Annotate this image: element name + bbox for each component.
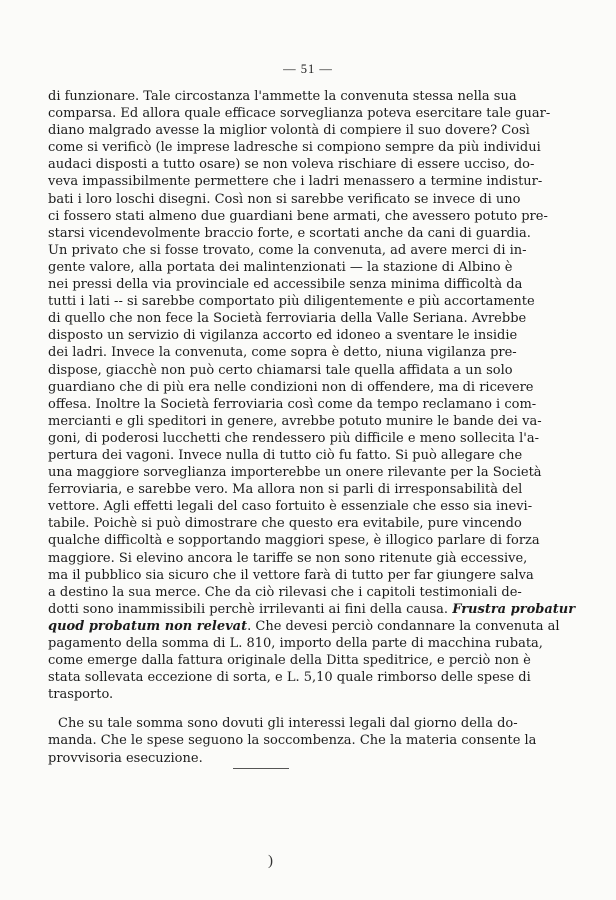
text-line: ci fossero stati almeno due guardiani bene armati, che avessero potuto pre- xyxy=(48,208,548,224)
text-line: di funzionare. Tale circostanza l'ammette la convenuta stessa nella sua xyxy=(48,89,517,104)
text-line: nei pressi della via provinciale ed accessibile senza minima difficoltà da xyxy=(48,277,523,293)
text-line: maggiore. Si elevino ancora le tariffe se non sono ritenute già eccessive, xyxy=(48,550,528,566)
text-line: ferroviaria, e sarebbe vero. Ma allora non si parli di irresponsabilità del xyxy=(48,482,523,498)
text-line: comparsa. Ed allora quale efficace sorveglianza poteva esercitare tale guar- xyxy=(48,106,551,122)
text-line: mercianti e gli speditori in genere, avrebbe potuto munire le bande dei va- xyxy=(48,413,542,429)
text-line: vettore. Agli effetti legali del caso fortuito è essenziale che esso sia inevi- xyxy=(48,499,533,515)
text-line: dei ladri. Invece la convenuta, come sopra è detto, niuna vigilanza pre- xyxy=(48,345,517,361)
page-number: — 51 — xyxy=(283,62,333,76)
paragraph-1 xyxy=(48,88,576,703)
text-line: gente valore, alla portata dei malintenzionati — la stazione di Albino è xyxy=(48,259,513,275)
text-line: di quello che non fece la Società ferroviaria della Valle Seriana. Avrebbe xyxy=(48,311,527,327)
text-line: provvisoria esecuzione. xyxy=(48,750,203,766)
text-line: come si verificò (le imprese ladresche si compiono sempre da più individui xyxy=(48,140,541,156)
text-line: starsi vicendevolmente braccio forte, e scortati anche da cani di guardia. xyxy=(48,225,531,241)
text-line: veva impassibilmente permettere che i ladri menassero a termine indistur- xyxy=(48,174,543,190)
text-line: a destino la sua merce. Che da ciò rilevasi che i capitoli testimoniali de- xyxy=(48,584,522,600)
latin-maxim: Frustra probatur xyxy=(452,601,576,617)
latin-maxim: quod probatum non relevat xyxy=(48,618,248,634)
text-line: trasporto. xyxy=(48,687,114,703)
paragraph-2 xyxy=(48,715,537,766)
text-line: qualche difficoltà e sopportando maggiori spese, è illogico parlare di forza xyxy=(48,533,540,549)
text-line: bati i loro loschi disegni. Così non si sarebbe verificato se invece di uno xyxy=(48,191,521,207)
text-line: dispose, giacchè non può certo chiamarsi tale quella affidata a un solo xyxy=(48,362,513,378)
text-line: pagamento della somma di L. 810, importo della parte di macchina rubata, xyxy=(48,636,543,651)
text-line: Che su tale somma sono dovuti gli interessi legali dal giorno della do- xyxy=(58,716,518,732)
text-line: stata sollevata eccezione di sorta, e L. 5,10 quale rimborso delle spese di xyxy=(48,670,531,686)
text-line: audaci disposti a tutto osare) se non voleva rischiare di essere ucciso, do- xyxy=(48,157,535,173)
text-line: quod probatum non relevat. Che devesi perciò condannare la convenuta al xyxy=(48,618,560,634)
text-line: tabile. Poichè si può dimostrare che questo era evitabile, pure vincendo xyxy=(48,516,522,532)
text-line: goni, di poderosi lucchetti che rendessero più difficile e meno sollecita l'a- xyxy=(48,430,539,446)
body-text xyxy=(48,88,576,767)
paragraph-gap xyxy=(48,703,490,715)
text-line: disposto un servizio di vigilanza accorto ed idoneo a sventare le insidie xyxy=(48,328,518,344)
separator-rule xyxy=(233,768,289,769)
footer-mark: ) xyxy=(268,853,273,869)
text-line: tutti i lati -- si sarebbe comportato più diligentemente e più accortamente xyxy=(48,294,535,310)
text-line: Un privato che si fosse trovato, come la convenuta, ad avere merci di in- xyxy=(48,242,527,258)
text-line: ma il pubblico sia sicuro che il vettore farà di tutto per far giungere salva xyxy=(48,567,534,583)
text-line: come emerge dalla fattura originale della Ditta speditrice, e perciò non è xyxy=(48,653,531,669)
text-line: offesa. Inoltre la Società ferroviaria così come da tempo reclamano i com- xyxy=(48,396,537,412)
text-line: diano malgrado avesse la miglior volontà di compiere il suo dovere? Così xyxy=(48,123,530,139)
text-line: guardiano che di più era nelle condizioni non di offendere, ma di ricevere xyxy=(48,379,534,395)
text-line: dotti sono inammissibili perchè irrilevanti ai fini della causa. Frustra probatur xyxy=(48,601,576,617)
text-line: pertura dei vagoni. Invece nulla di tutto ciò fu fatto. Si può allegare che xyxy=(48,447,523,463)
text-line: manda. Che le spese seguono la soccombenza. Che la materia consente la xyxy=(48,733,537,749)
text-line: una maggiore sorveglianza importerebbe un onere rilevante per la Società xyxy=(48,465,542,481)
